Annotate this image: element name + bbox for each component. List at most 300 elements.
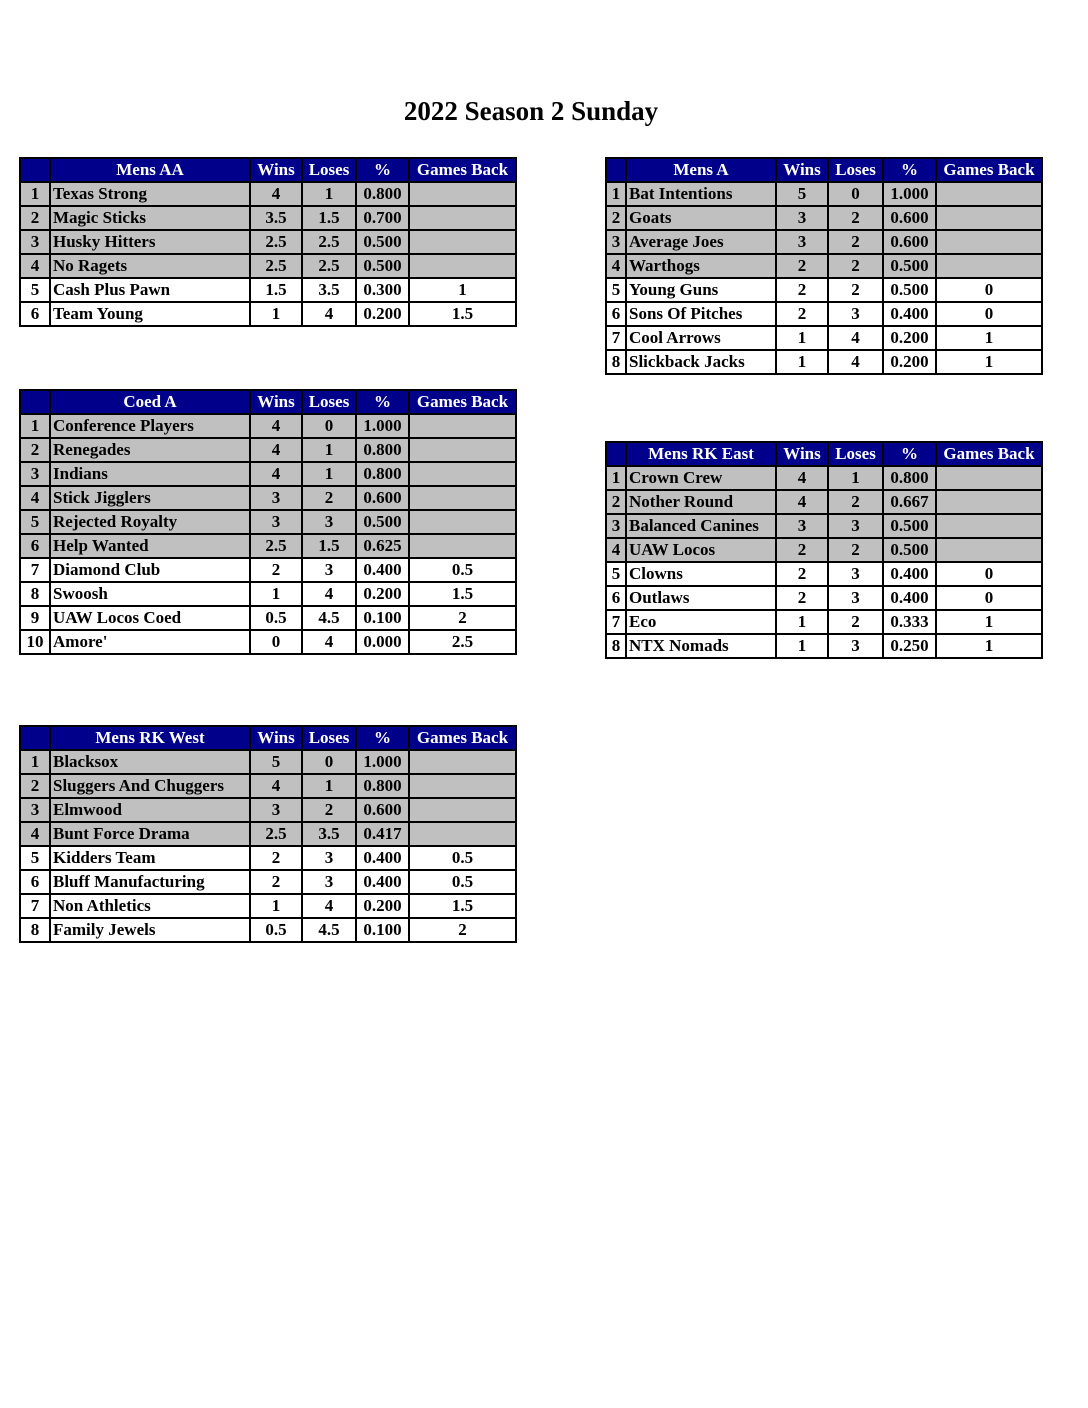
games-back-cell: 1 [409,278,516,302]
team-name: Bat Intentions [626,182,776,206]
table-row [606,182,1042,206]
games-back-cell: 0.5 [409,870,516,894]
pct-cell: 1.000 [883,182,936,206]
loses-header: Loses [302,726,356,750]
wins-cell: 4 [250,438,302,462]
table-row [20,182,516,206]
team-name: Average Joes [626,230,776,254]
rank-header [20,726,50,750]
wins-cell: 0.5 [250,918,302,942]
division-name: Coed A [50,390,250,414]
pct-header: % [883,158,936,182]
team-name: Help Wanted [50,534,250,558]
games-back-header: Games Back [409,390,516,414]
wins-cell: 1 [250,302,302,326]
table-header-row [20,390,516,414]
rank-cell: 7 [20,894,50,918]
rank-cell: 4 [20,822,50,846]
rank-cell: 1 [20,182,50,206]
wins-cell: 4 [776,490,828,514]
team-name: Non Athletics [50,894,250,918]
table-row [606,278,1042,302]
rank-header [606,442,626,466]
rank-cell: 1 [606,466,626,490]
rank-cell: 1 [20,414,50,438]
pct-cell: 0.500 [883,514,936,538]
pct-cell: 0.333 [883,610,936,634]
loses-cell: 4.5 [302,918,356,942]
games-back-cell [409,206,516,230]
wins-header: Wins [250,726,302,750]
games-back-cell: 1.5 [409,582,516,606]
table-row [20,254,516,278]
table-row [20,774,516,798]
wins-cell: 0.5 [250,606,302,630]
rank-cell: 8 [20,918,50,942]
games-back-cell: 0 [936,562,1042,586]
rank-cell: 5 [606,562,626,586]
table-row [606,230,1042,254]
rank-cell: 8 [606,634,626,658]
page-title: 2022 Season 2 Sunday [403,96,659,126]
team-name: Balanced Canines [626,514,776,538]
table-header-row [606,158,1042,182]
pct-cell: 0.500 [356,230,409,254]
wins-header: Wins [250,158,302,182]
team-name: Magic Sticks [50,206,250,230]
pct-cell: 1.000 [356,414,409,438]
team-name: Sons Of Pitches [626,302,776,326]
games-back-cell: 1 [936,326,1042,350]
loses-cell: 1 [302,462,356,486]
games-back-cell: 1.5 [409,894,516,918]
wins-header: Wins [776,158,828,182]
rank-cell: 3 [20,462,50,486]
table-row [20,582,516,606]
pct-cell: 0.400 [356,846,409,870]
wins-cell: 3 [776,230,828,254]
team-name: Slickback Jacks [626,350,776,374]
rank-cell: 10 [20,630,50,654]
pct-cell: 0.500 [883,538,936,562]
wins-cell: 5 [776,182,828,206]
games-back-cell: 2.5 [409,630,516,654]
wins-cell: 2 [776,562,828,586]
table-row [606,326,1042,350]
pct-cell: 0.400 [883,302,936,326]
wins-cell: 4 [776,466,828,490]
team-name: Eco [626,610,776,634]
loses-cell: 2 [828,206,883,230]
wins-cell: 2.5 [250,254,302,278]
wins-cell: 4 [250,462,302,486]
games-back-cell [936,182,1042,206]
pct-cell: 1.000 [356,750,409,774]
wins-cell: 3 [250,510,302,534]
loses-cell: 4 [828,350,883,374]
games-back-cell [409,462,516,486]
loses-cell: 1 [302,182,356,206]
rank-cell: 4 [20,486,50,510]
pct-cell: 0.250 [883,634,936,658]
wins-cell: 2 [250,558,302,582]
team-name: No Ragets [50,254,250,278]
pct-cell: 0.600 [883,206,936,230]
pct-cell: 0.800 [356,438,409,462]
pct-cell: 0.200 [356,582,409,606]
loses-cell: 2 [828,254,883,278]
rank-cell: 5 [20,278,50,302]
loses-cell: 4 [302,894,356,918]
loses-cell: 3 [302,558,356,582]
table-row [20,630,516,654]
loses-cell: 2.5 [302,230,356,254]
rank-cell: 3 [606,514,626,538]
table-row [606,514,1042,538]
pct-cell: 0.100 [356,918,409,942]
rank-cell: 2 [606,206,626,230]
table-row [606,302,1042,326]
team-name: Sluggers And Chuggers [50,774,250,798]
wins-cell: 2.5 [250,822,302,846]
games-back-cell: 1.5 [409,302,516,326]
loses-cell: 4.5 [302,606,356,630]
pct-header: % [356,726,409,750]
team-name: Diamond Club [50,558,250,582]
rank-cell: 2 [20,774,50,798]
pct-cell: 0.200 [356,894,409,918]
loses-cell: 2 [828,230,883,254]
games-back-cell: 0 [936,586,1042,610]
table-row [20,606,516,630]
wins-cell: 2 [250,870,302,894]
team-name: Stick Jigglers [50,486,250,510]
rank-cell: 5 [606,278,626,302]
rank-cell: 7 [20,558,50,582]
loses-cell: 2.5 [302,254,356,278]
loses-cell: 3 [828,586,883,610]
rank-cell: 4 [20,254,50,278]
wins-cell: 3 [250,486,302,510]
rank-cell: 8 [20,582,50,606]
wins-header: Wins [250,390,302,414]
pct-cell: 0.800 [356,182,409,206]
table-row [606,586,1042,610]
games-back-header: Games Back [409,726,516,750]
loses-cell: 2 [302,798,356,822]
loses-cell: 4 [828,326,883,350]
wins-cell: 3.5 [250,206,302,230]
games-back-cell: 0 [936,278,1042,302]
wins-cell: 2 [776,586,828,610]
rank-cell: 7 [606,610,626,634]
loses-cell: 0 [302,414,356,438]
team-name: Indians [50,462,250,486]
rank-cell: 2 [20,206,50,230]
pct-cell: 0.800 [356,774,409,798]
rank-cell: 1 [606,182,626,206]
rank-cell: 4 [606,254,626,278]
table-row [606,466,1042,490]
team-name: Outlaws [626,586,776,610]
table-row [606,350,1042,374]
pct-cell: 0.500 [883,254,936,278]
team-name: Crown Crew [626,466,776,490]
games-back-cell: 0 [936,302,1042,326]
games-back-cell [936,490,1042,514]
rank-cell: 5 [20,510,50,534]
rank-cell: 6 [606,302,626,326]
rank-cell: 2 [606,490,626,514]
table-row [20,486,516,510]
team-name: Husky Hitters [50,230,250,254]
games-back-cell: 0.5 [409,846,516,870]
loses-cell: 1 [828,466,883,490]
loses-cell: 3.5 [302,822,356,846]
loses-cell: 2 [302,486,356,510]
team-name: Young Guns [626,278,776,302]
wins-cell: 0 [250,630,302,654]
games-back-cell [409,534,516,558]
pct-cell: 0.667 [883,490,936,514]
rank-cell: 4 [606,538,626,562]
standings-table-mens-rk-east [605,441,1043,659]
games-back-cell: 1 [936,634,1042,658]
loses-cell: 4 [302,302,356,326]
loses-cell: 2 [828,490,883,514]
rank-cell: 9 [20,606,50,630]
team-name: Goats [626,206,776,230]
table-row [20,846,516,870]
pct-cell: 0.600 [356,798,409,822]
pct-cell: 0.600 [356,486,409,510]
games-back-cell [409,822,516,846]
table-row [20,534,516,558]
table-row [606,254,1042,278]
table-row [20,206,516,230]
wins-cell: 3 [250,798,302,822]
games-back-cell: 2 [409,918,516,942]
team-name: Warthogs [626,254,776,278]
wins-cell: 1 [250,894,302,918]
table-row [20,278,516,302]
table-row [606,610,1042,634]
wins-cell: 2 [776,254,828,278]
standings-table-mens-aa [19,157,517,327]
loses-cell: 0 [302,750,356,774]
loses-header: Loses [828,442,883,466]
rank-cell: 3 [20,230,50,254]
table-row [20,462,516,486]
wins-cell: 2.5 [250,230,302,254]
loses-header: Loses [302,158,356,182]
wins-cell: 2 [250,846,302,870]
loses-cell: 3 [302,846,356,870]
table-row [20,822,516,846]
games-back-cell [409,254,516,278]
team-name: Swoosh [50,582,250,606]
wins-cell: 1 [776,326,828,350]
games-back-cell [409,510,516,534]
team-name: Kidders Team [50,846,250,870]
rank-cell: 2 [20,438,50,462]
table-row [20,798,516,822]
games-back-cell [409,182,516,206]
pct-cell: 0.800 [356,462,409,486]
team-name: Conference Players [50,414,250,438]
pct-cell: 0.400 [356,870,409,894]
team-name: Amore' [50,630,250,654]
table-row [606,206,1042,230]
pct-header: % [883,442,936,466]
games-back-cell: 1 [936,610,1042,634]
games-back-cell [409,798,516,822]
wins-cell: 2.5 [250,534,302,558]
loses-cell: 3.5 [302,278,356,302]
wins-cell: 4 [250,414,302,438]
rank-cell: 3 [606,230,626,254]
team-name: Family Jewels [50,918,250,942]
rank-cell: 1 [20,750,50,774]
table-row [606,634,1042,658]
table-row [20,894,516,918]
table-row [20,230,516,254]
table-header-row [606,442,1042,466]
division-name: Mens A [626,158,776,182]
table-row [20,510,516,534]
loses-cell: 3 [828,302,883,326]
team-name: Clowns [626,562,776,586]
wins-cell: 1.5 [250,278,302,302]
team-name: Renegades [50,438,250,462]
team-name: Elmwood [50,798,250,822]
table-row [20,558,516,582]
games-back-cell [409,230,516,254]
loses-cell: 2 [828,278,883,302]
standings-table-mens-rk-west [19,725,517,943]
wins-cell: 4 [250,774,302,798]
rank-cell: 5 [20,846,50,870]
loses-cell: 1.5 [302,206,356,230]
loses-cell: 3 [828,634,883,658]
table-row [20,918,516,942]
loses-cell: 4 [302,582,356,606]
rank-cell: 3 [20,798,50,822]
table-row [20,438,516,462]
loses-header: Loses [828,158,883,182]
division-name: Mens AA [50,158,250,182]
pct-cell: 0.500 [883,278,936,302]
team-name: Cool Arrows [626,326,776,350]
table-header-row [20,726,516,750]
loses-cell: 0 [828,182,883,206]
games-back-header: Games Back [936,158,1042,182]
table-row [20,302,516,326]
pct-cell: 0.200 [883,326,936,350]
loses-cell: 3 [302,510,356,534]
rank-header [20,158,50,182]
pct-header: % [356,158,409,182]
team-name: Texas Strong [50,182,250,206]
rank-cell: 8 [606,350,626,374]
games-back-cell [409,774,516,798]
games-back-cell: 0.5 [409,558,516,582]
games-back-cell [936,514,1042,538]
wins-header: Wins [776,442,828,466]
pct-cell: 0.500 [356,254,409,278]
games-back-cell: 1 [936,350,1042,374]
games-back-cell: 2 [409,606,516,630]
loses-cell: 2 [828,610,883,634]
division-name: Mens RK West [50,726,250,750]
team-name: Nother Round [626,490,776,514]
games-back-cell [936,230,1042,254]
pct-cell: 0.000 [356,630,409,654]
games-back-cell [936,206,1042,230]
rank-cell: 7 [606,326,626,350]
table-row [20,750,516,774]
pct-cell: 0.625 [356,534,409,558]
wins-cell: 1 [776,350,828,374]
rank-header [20,390,50,414]
loses-cell: 3 [828,562,883,586]
loses-cell: 3 [302,870,356,894]
wins-cell: 2 [776,278,828,302]
table-row [20,414,516,438]
loses-cell: 1.5 [302,534,356,558]
games-back-cell [409,438,516,462]
games-back-cell [936,466,1042,490]
wins-cell: 1 [250,582,302,606]
team-name: UAW Locos Coed [50,606,250,630]
pct-cell: 0.200 [356,302,409,326]
pct-cell: 0.500 [356,510,409,534]
rank-cell: 6 [20,870,50,894]
team-name: Bunt Force Drama [50,822,250,846]
loses-cell: 1 [302,438,356,462]
wins-cell: 4 [250,182,302,206]
wins-cell: 1 [776,634,828,658]
rank-cell: 6 [20,534,50,558]
team-name: Blacksox [50,750,250,774]
pct-cell: 0.800 [883,466,936,490]
team-name: Rejected Royalty [50,510,250,534]
team-name: Cash Plus Pawn [50,278,250,302]
pct-cell: 0.700 [356,206,409,230]
table-row [606,562,1042,586]
wins-cell: 3 [776,514,828,538]
table-header-row [20,158,516,182]
games-back-cell [936,254,1042,278]
rank-header [606,158,626,182]
team-name: Bluff Manufacturing [50,870,250,894]
team-name: Team Young [50,302,250,326]
pct-cell: 0.400 [356,558,409,582]
team-name: UAW Locos [626,538,776,562]
pct-cell: 0.600 [883,230,936,254]
games-back-cell [936,538,1042,562]
loses-cell: 2 [828,538,883,562]
team-name: NTX Nomads [626,634,776,658]
pct-cell: 0.200 [883,350,936,374]
table-row [606,538,1042,562]
loses-cell: 3 [828,514,883,538]
pct-header: % [356,390,409,414]
table-row [20,870,516,894]
games-back-header: Games Back [936,442,1042,466]
division-name: Mens RK East [626,442,776,466]
pct-cell: 0.400 [883,586,936,610]
